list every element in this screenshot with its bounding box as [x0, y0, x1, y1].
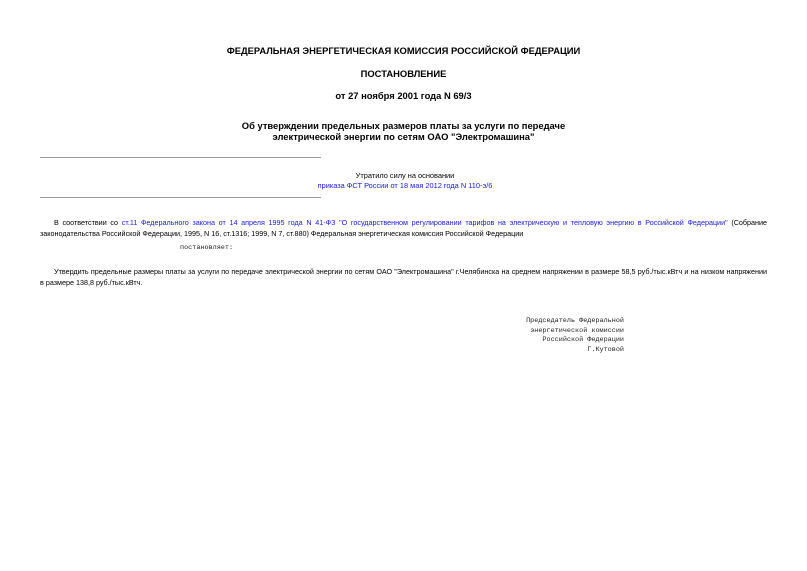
signature-line-1: Председатель Федеральной — [526, 317, 624, 325]
divider-bottom — [40, 197, 321, 198]
subject-line-1: Об утверждении предельных размеров платы за услуги по передаче — [241, 120, 566, 131]
subject-line-2: электрической энергии по сетям ОАО "Электромашина" — [272, 131, 535, 142]
signature-line-3: Российской Федерации — [542, 336, 624, 345]
agency-title: ФЕДЕРАЛЬНАЯ ЭНЕРГЕТИЧЕСКАЯ КОМИССИЯ РОССИЙСКОЙ ФЕДЕРАЦИИ — [226, 45, 581, 56]
date-number: от 27 ноября 2001 года N 69/3 — [335, 90, 472, 101]
signature-block — [526, 317, 624, 355]
status-text: Утратило силу на основании — [355, 171, 455, 180]
preamble-prefix: В соответствии со — [54, 218, 122, 227]
resolution-paragraph — [40, 266, 767, 288]
federal-law-link[interactable]: ст.11 Федерального закона от 14 апреля 1995 года N 41-ФЗ "О государственном регулировании тарифов на электрическую и тепловую энергию в Российской Федерации" — [121, 218, 728, 227]
repeal-order-link[interactable]: приказа ФСТ России от 18 мая 2012 года N 110-э/6 — [317, 181, 493, 190]
resolution-text: Утвердить предельные размеры платы за услуги по передаче электрической энергии по сетям ОАО "Электромашина" г.Челябинска на среднем напряжении в размере 58,5 руб./тыс.кВтч и на низком напряжении в размере 138,8 руб./тыс.кВтч. — [40, 267, 767, 287]
signature-line-2: энергетической комиссии — [530, 326, 624, 335]
document-subject — [0, 120, 807, 142]
divider-top — [40, 157, 321, 158]
status-link-line — [300, 180, 510, 191]
decree-word: постановляет: — [180, 244, 234, 252]
preamble-paragraph — [40, 217, 767, 239]
preamble-suffix: (Собрание законодательства Российской Федерации, 1995, N 16, ст.1316; 1999, N 7, ст.880) Федеральная энергетическая комиссия Российской Федерации — [40, 218, 768, 238]
doc-type: ПОСТАНОВЛЕНИЕ — [360, 68, 447, 79]
signature-name: Г.Кутовой — [587, 345, 624, 354]
